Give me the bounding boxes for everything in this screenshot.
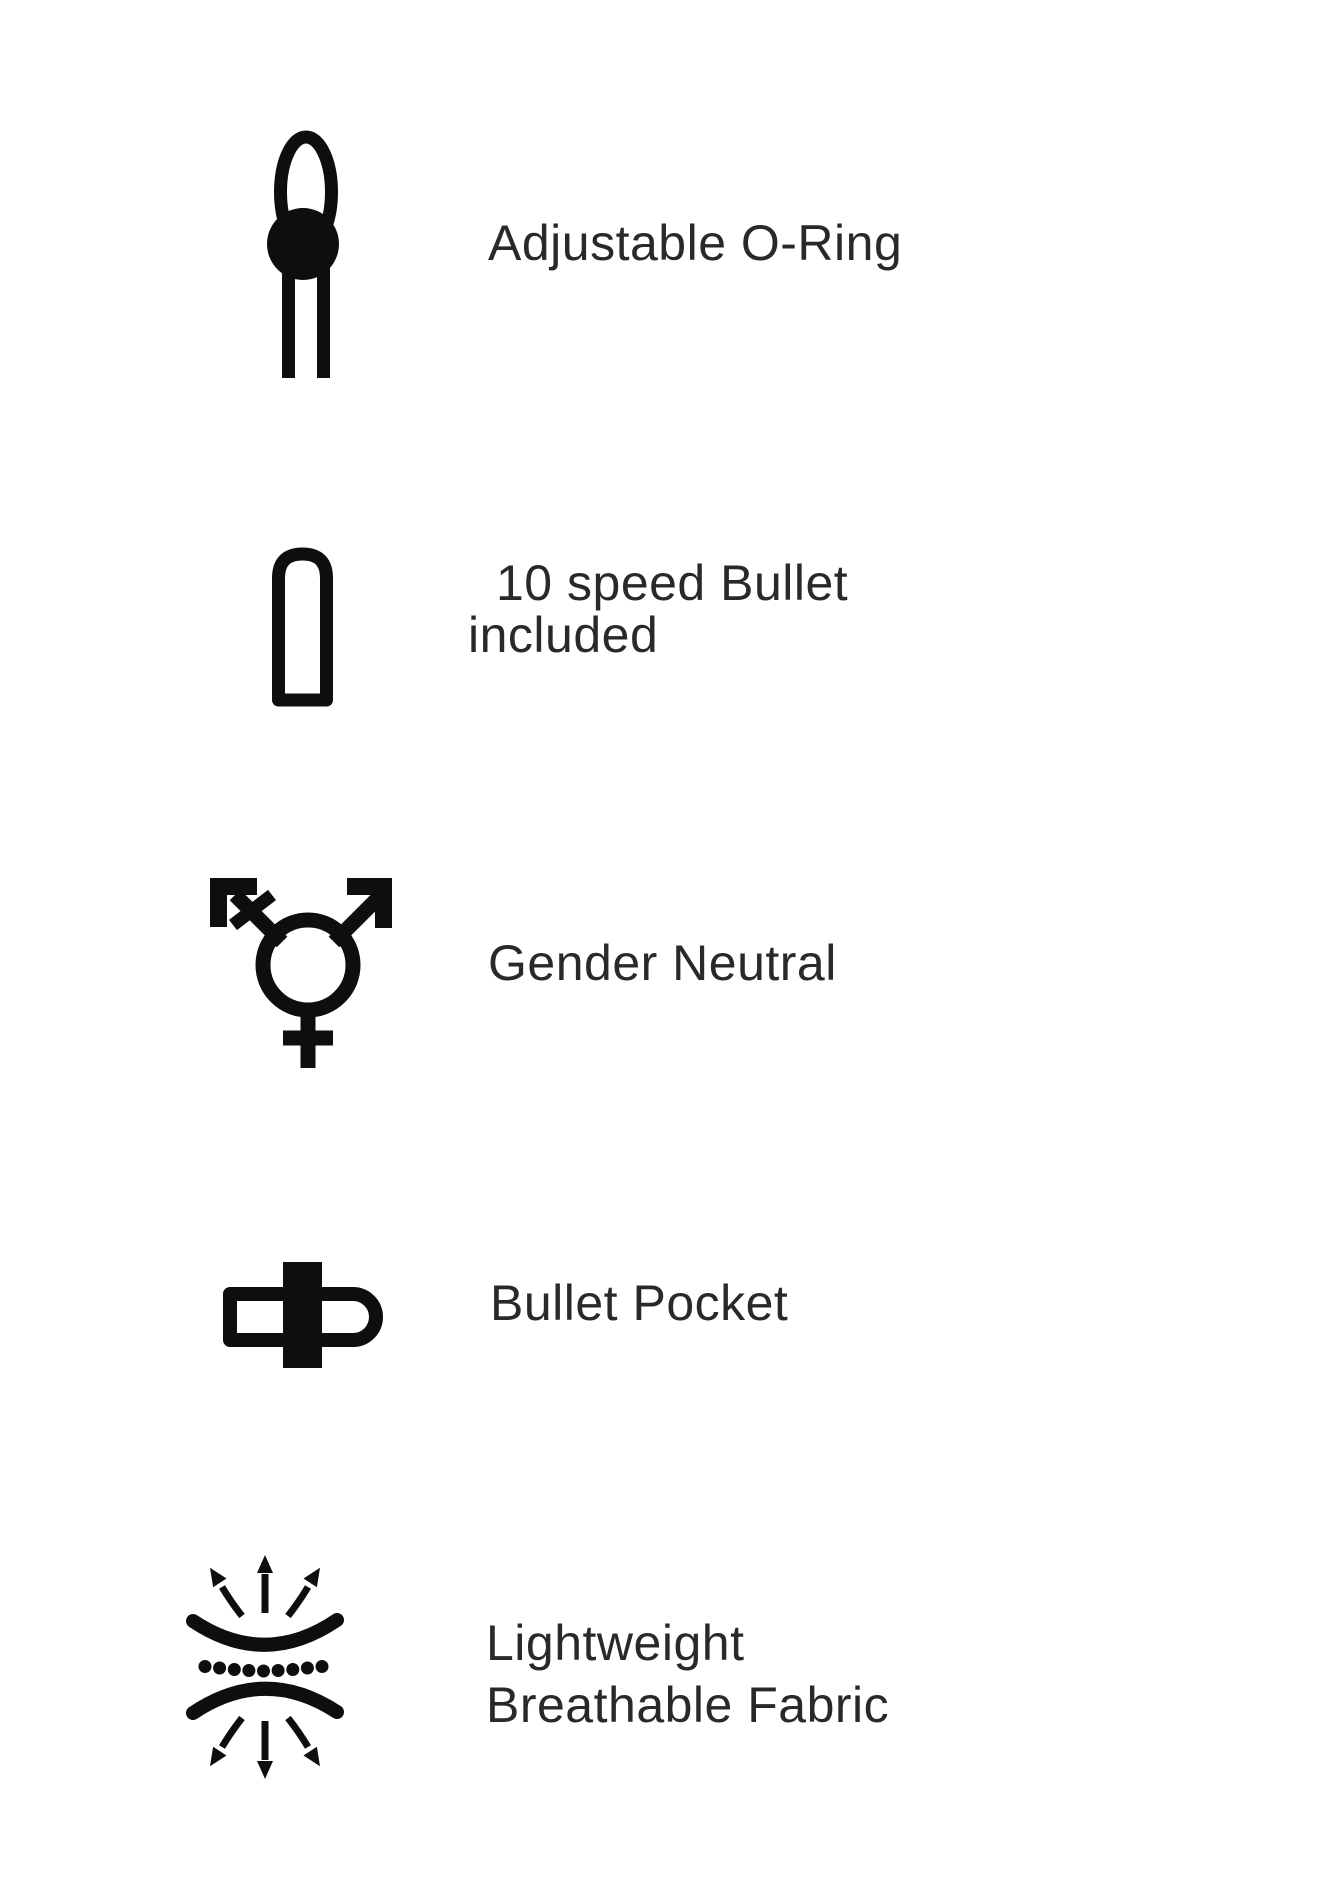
feature-label-line: Breathable Fabric	[486, 1677, 890, 1733]
cord-lock-icon	[255, 120, 355, 385]
feature-label-line: Gender Neutral	[488, 935, 837, 991]
feature-label	[488, 214, 902, 272]
feature-label-line: Lightweight	[486, 1615, 745, 1671]
feature-label	[468, 557, 848, 661]
breathable-fabric-icon	[185, 1550, 350, 1790]
feature-label	[488, 934, 837, 992]
bullet-pocket-icon	[215, 1255, 395, 1375]
feature-label-line: included	[468, 607, 659, 663]
feature-label-line: Bullet Pocket	[490, 1275, 789, 1331]
feature-label	[486, 1612, 889, 1736]
feature-label-line: 10 speed Bullet	[496, 555, 849, 611]
feature-label-line: Adjustable O-Ring	[488, 215, 903, 271]
transgender-symbol-icon	[200, 868, 400, 1078]
feature-label	[490, 1274, 788, 1332]
bullet-vibrator-icon	[265, 540, 345, 715]
